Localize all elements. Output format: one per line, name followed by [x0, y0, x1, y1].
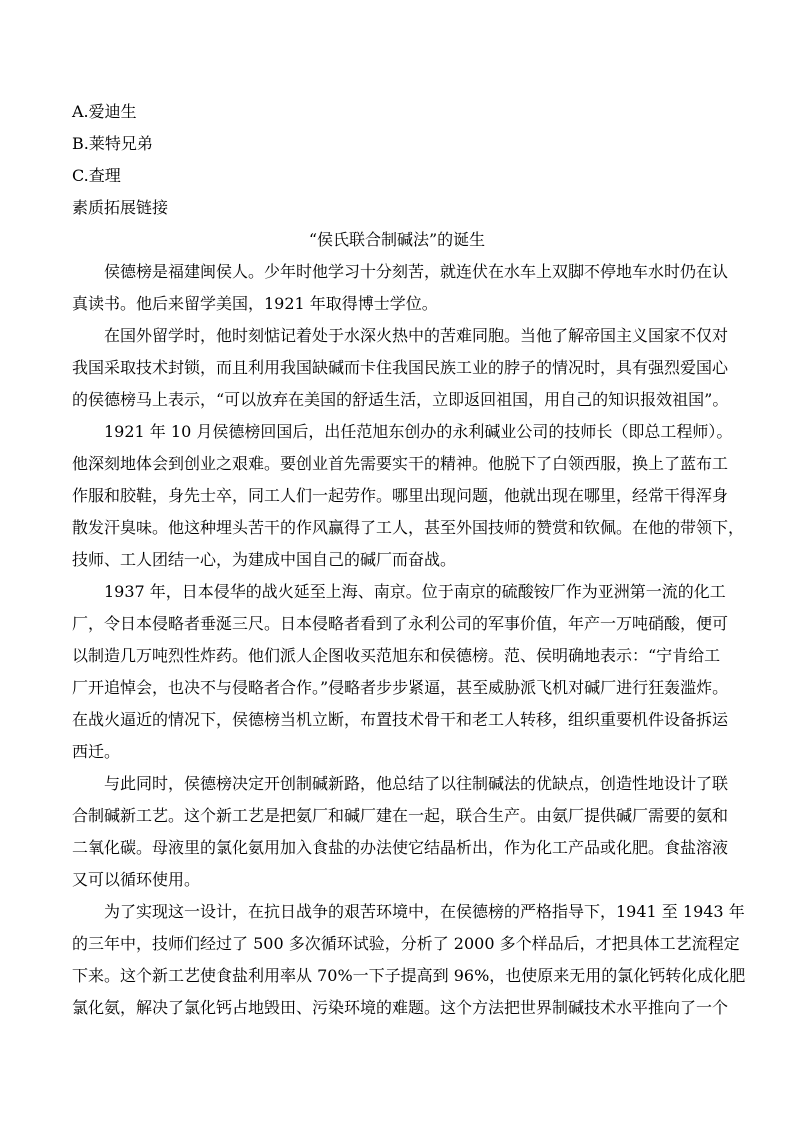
- paragraph-line: 的三年中，技师们经过了 500 多次循环试验，分析了 2000 多个样品后，才把具体工艺流程定: [72, 934, 740, 953]
- paragraph-line: 下来。这个新工艺使食盐利用率从 70%一下子提高到 96%，也使原来无用的氯化钙转化成化肥: [72, 966, 746, 985]
- paragraph-line: 厂，令日本侵略者垂涎三尺。日本侵略者看到了永利公司的军事价值，年产一万吨硝酸，便可: [72, 614, 729, 633]
- article-paragraph: [72, 768, 729, 896]
- paragraph-line: 又可以循环使用。: [72, 870, 201, 889]
- article-paragraph: [72, 576, 729, 768]
- paragraph-line: 西迁。: [72, 742, 121, 761]
- paragraph-line: 他深刻地体会到创业之艰难。要创业首先需要实干的精神。他脱下了白领西服，换上了蓝布工: [72, 454, 729, 473]
- paragraph-line: 作服和胶鞋，身先士卒，同工人们一起劳作。哪里出现问题，他就出现在哪里，经常干得浑身: [72, 486, 729, 505]
- article-body: [72, 256, 746, 1024]
- paragraph-line: 氯化氨，解决了氯化钙占地毁田、污染环境的难题。这个方法把世界制碱技术水平推向了一个: [72, 998, 729, 1017]
- option-c: C.查理: [72, 166, 121, 185]
- paragraph-line: 散发汗臭味。他这种埋头苦干的作风赢得了工人，甚至外国技师的赞赏和钦佩。在他的带领下，: [72, 518, 745, 537]
- article-paragraph: [72, 416, 745, 576]
- paragraph-line: 在战火逼近的情况下，侯德榜当机立断，布置技术骨干和老工人转移，组织重要机件设备拆运: [72, 710, 729, 729]
- article-title: “侯氏联合制碱法”的诞生: [308, 230, 486, 249]
- paragraph-line: 真读书。他后来留学美国，1921 年取得博士学位。: [72, 294, 438, 313]
- article-paragraph: [72, 320, 729, 416]
- article-paragraph: [72, 896, 746, 1024]
- paragraph-line: 合制碱新工艺。这个新工艺是把氨厂和碱厂建在一起，联合生产。由氨厂提供碱厂需要的氨和: [72, 806, 729, 825]
- paragraph-line: 我国采取技术封锁，而且利用我国缺碱而卡住我国民族工业的脖子的情况时，具有强烈爱国心: [72, 358, 729, 377]
- paragraph-line: 在国外留学时，他时刻惦记着处于水深火热中的苦难同胞。当他了解帝国主义国家不仅对: [104, 326, 729, 345]
- option-a: A.爱迪生: [72, 102, 137, 121]
- paragraph-line: 为了实现这一设计，在抗日战争的艰苦环境中，在侯德榜的严格指导下，1941 至 1943 年: [104, 902, 745, 921]
- section-label: 素质拓展链接: [72, 198, 169, 217]
- paragraph-line: 以制造几万吨烈性炸药。他们派人企图收买范旭东和侯德榜。范、侯明确地表示：“宁肯给工: [72, 646, 721, 665]
- paragraph-line: 1921 年 10 月侯德榜回国后，出任范旭东创办的永利碱业公司的技师长（即总工程师）。: [104, 422, 733, 441]
- paragraph-line: 的侯德榜马上表示，“可以放弃在美国的舒适生活，立即返回祖国，用自己的知识报效祖国”。: [72, 390, 729, 409]
- option-b: B.莱特兄弟: [72, 134, 153, 153]
- article-paragraph: [72, 256, 729, 320]
- paragraph-line: 侯德榜是福建闽侯人。少年时他学习十分刻苦，就连伏在水车上双脚不停地车水时仍在认: [104, 262, 729, 281]
- paragraph-line: 1937 年，日本侵华的战火延至上海、南京。位于南京的硫酸铵厂作为亚洲第一流的化工: [104, 582, 726, 601]
- paragraph-line: 与此同时，侯德榜决定开创制碱新路，他总结了以往制碱法的优缺点，创造性地设计了联: [104, 774, 729, 793]
- paragraph-line: 二氧化碳。母液里的氯化氨用加入食盐的办法使它结晶析出，作为化工产品或化肥。食盐溶液: [72, 838, 729, 857]
- paragraph-line: 厂开追悼会，也决不与侵略者合作。”侵略者步步紧逼，甚至威胁派飞机对碱厂进行狂轰滥炸。: [72, 678, 729, 697]
- document-page: [72, 96, 746, 1024]
- paragraph-line: 技师、工人团结一心，为建成中国自己的碱厂而奋战。: [72, 550, 457, 569]
